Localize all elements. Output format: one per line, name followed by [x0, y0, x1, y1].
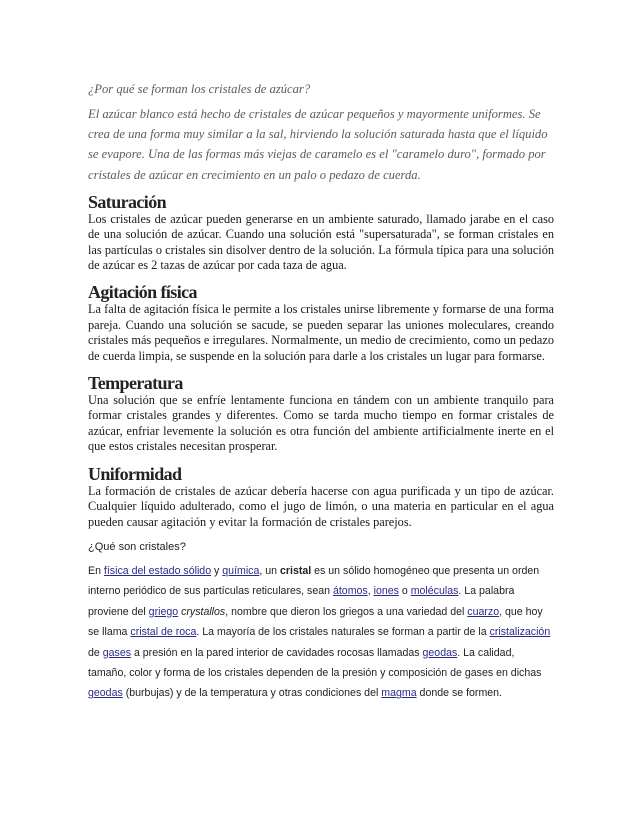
- link-quimica[interactable]: química: [222, 564, 260, 577]
- link-geodas[interactable]: geodas: [422, 646, 458, 659]
- cristales-question: ¿Qué son cristales?: [88, 540, 186, 553]
- paragraph-agitacion: La falta de agitación física le permite a los cristales unirse libremente y formarse de una forma pareja. Cuando una solución se sacude, se pueden separar las uniones moleculares, creando cristales más pequeños e irregulares. Normalmente, un medio de crecimiento, como un pedazo de cuerda limpia, se suspende en la solución para darle a los cristales un lugar para formarse.: [88, 302, 554, 363]
- text-run: de: [88, 646, 103, 659]
- paragraph-temperatura: Una solución que se enfríe lentamente funciona en tándem con un ambiente tranquilo para formar cristales grandes y diferentes. Como se tarda mucho tiempo en formar cristales de azúcar, enfriar levemente la solución es otra función del ambiente artificialmente inerte en el que estos cristales necesitan prosperar.: [88, 393, 554, 454]
- bold-cristal: cristal: [280, 564, 312, 577]
- text-run: En: [88, 564, 104, 577]
- text-run: y: [211, 564, 223, 577]
- text-run: (burbujas) y de la temperatura y otras condiciones del: [122, 687, 382, 700]
- link-gases[interactable]: gases: [102, 646, 132, 659]
- link-fisica-estado-solido[interactable]: física del estado sólido: [103, 564, 212, 577]
- text-run: a presión en la pared interior de cavidades rocosas llamadas: [131, 646, 423, 659]
- link-iones[interactable]: iones: [373, 585, 399, 598]
- text-run: . La palabra proviene del: [88, 585, 515, 618]
- link-atomos[interactable]: átomos: [332, 585, 368, 598]
- link-magma[interactable]: magma: [381, 687, 417, 700]
- text-run: , nombre que dieron los griegos a una variedad del: [225, 605, 468, 618]
- link-cuarzo[interactable]: cuarzo: [467, 605, 500, 618]
- heading-uniformidad: Uniformidad: [88, 463, 182, 484]
- cristales-paragraph: [88, 561, 554, 704]
- text-run: ,: [367, 585, 374, 598]
- heading-saturacion: Saturación: [88, 191, 167, 212]
- link-cristal-de-roca[interactable]: cristal de roca: [130, 626, 197, 639]
- link-cristalizacion[interactable]: cristalización: [489, 626, 551, 639]
- text-run: es un sólido homogéneo que presenta un orden interno periódico de sus partículas reticulares, sean: [88, 564, 540, 598]
- text-run: , un: [259, 564, 280, 577]
- link-griego[interactable]: griego: [148, 605, 179, 618]
- paragraph-saturacion: Los cristales de azúcar pueden generarse en un ambiente saturado, llamado jarabe en el caso de una solución de azúcar. Cuando una solución está "supersaturada", se forman cristales en las partículas o cristales sin disolver dentro de la solución. La fórmula típica para una solución de azúcar es 2 tazas de azúcar por cada taza de agua.: [88, 211, 554, 273]
- heading-temperatura: Temperatura: [88, 373, 183, 394]
- text-run: . La calidad, tamaño, color y forma de los cristales dependen de la presión y composición de gases en dichas: [88, 646, 542, 679]
- text-run: o: [398, 585, 411, 598]
- heading-agitacion: Agitación física: [88, 282, 197, 303]
- link-moleculas[interactable]: moléculas: [410, 585, 459, 598]
- document-page: [88, 80, 554, 704]
- text-run: donde se formen.: [416, 687, 503, 700]
- intro-paragraph: El azúcar blanco está hecho de cristales de azúcar pequeños y mayormente uniformes. Se crea de una forma muy similar a la sal, hirviendo la solución saturada hasta que el líquido se evapore. Una de las formas más viejas de caramelo es el "caramelo duro", formado por cristales de azúcar en crecimiento en un palo o pedazo de cuerda.: [88, 107, 548, 182]
- paragraph-uniformidad: La formación de cristales de azúcar debería hacerse con agua purificada y un tipo de azúcar. Cualquier líquido adulterado, como el jugo de limón, o una materia en particular en el agua pueden causar agitación y evitar la formación de cristales parejos.: [88, 483, 554, 529]
- italic-crystallos: crystallos: [181, 605, 226, 618]
- link-geodas-2[interactable]: geodas: [88, 687, 123, 700]
- text-run: . La mayoría de los cristales naturales se forman a partir de la: [196, 626, 490, 639]
- intro-question: ¿Por qué se forman los cristales de azúcar?: [88, 82, 311, 96]
- text-run: , que hoy se llama: [88, 605, 543, 639]
